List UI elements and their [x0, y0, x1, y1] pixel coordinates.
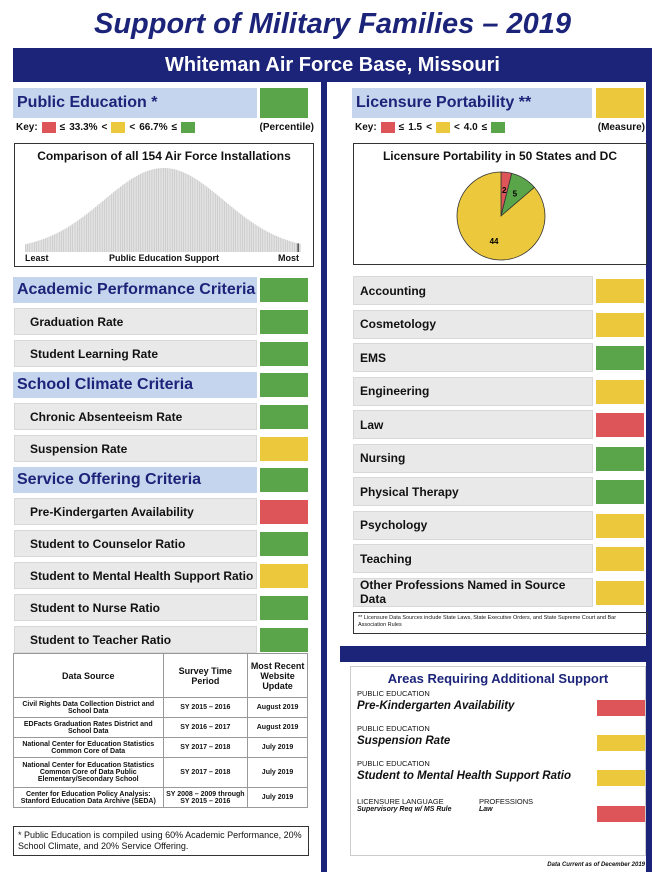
histogram-bar	[249, 221, 250, 252]
key-yellow-swatch	[111, 122, 125, 133]
key-yellow-swatch	[436, 122, 450, 133]
histogram-bar	[229, 205, 230, 252]
histogram-bar	[100, 203, 101, 252]
histogram-bar	[47, 238, 48, 252]
histogram-bar	[75, 222, 76, 252]
licensure-note: ** Licensure Data Sources include State Laws, State Executive Orders, and State Supreme Court and Bar Association Rules	[358, 615, 617, 628]
area-rating	[597, 770, 645, 786]
table-cell: July 2019	[248, 738, 308, 758]
histogram-bar	[63, 230, 64, 252]
table-cell: Civil Rights Data Collection District and School Data	[14, 698, 164, 718]
histogram-bar	[240, 214, 241, 252]
histogram-bar	[206, 187, 207, 252]
profession-rating	[596, 581, 644, 605]
profession-item: Nursing	[353, 444, 593, 473]
table-row	[14, 788, 308, 808]
histogram-bar	[186, 174, 187, 252]
criteria-rating	[260, 373, 308, 397]
installation-banner: Whiteman Air Force Base, Missouri	[13, 48, 652, 82]
histogram-bar	[54, 234, 55, 252]
sources-table	[13, 653, 308, 808]
histogram-bar	[82, 217, 83, 252]
histogram-bar	[113, 192, 114, 252]
pie-label: 44	[489, 237, 499, 247]
histogram-bar	[220, 198, 221, 252]
histogram-bar	[165, 168, 166, 252]
criteria-header: Service Offering Criteria	[13, 467, 257, 493]
criteria-item: Student to Teacher Ratio	[14, 626, 257, 653]
criteria-item-rating	[260, 310, 308, 334]
histogram-bar	[116, 189, 117, 252]
histogram-bar	[136, 176, 137, 252]
table-cell: Center for Education Policy Analysis: Stanford Education Data Archive (SEDA)	[14, 788, 164, 808]
comparison-title: Comparison of all 154 Air Force Installations	[37, 149, 291, 163]
criteria-item: Student to Counselor Ratio	[14, 530, 257, 557]
public-education-rating	[260, 88, 308, 118]
profession-item: Cosmetology	[353, 310, 593, 339]
licensure-title: Licensure Portability **	[356, 94, 532, 111]
histogram-bar	[285, 240, 286, 252]
table-cell: SY 2017 – 2018	[163, 738, 248, 758]
profession-rating	[596, 447, 644, 471]
histogram-bar	[176, 170, 177, 252]
histogram-bar	[25, 244, 26, 252]
table-cell: National Center for Education Statistics Common Core of Data Public Elementary/Secondary School	[14, 758, 164, 788]
criteria-item-rating	[260, 532, 308, 556]
histogram-bar	[228, 204, 229, 252]
histogram-bar	[98, 204, 99, 252]
profession-rating	[596, 480, 644, 504]
histogram-bar	[159, 168, 160, 252]
histogram-bar	[107, 197, 108, 252]
histogram-bar	[68, 227, 69, 252]
histogram-bar	[233, 208, 234, 252]
lic-lang-label: LICENSURE LANGUAGE	[357, 797, 444, 806]
histogram-bar	[245, 218, 246, 252]
histogram-bar	[201, 183, 202, 252]
histogram-bar	[88, 213, 89, 252]
criteria-rating	[260, 468, 308, 492]
histogram-bar	[39, 240, 40, 252]
table-cell: August 2019	[248, 718, 308, 738]
key-green-swatch	[491, 122, 505, 133]
criteria-header: School Climate Criteria	[13, 372, 257, 398]
histogram-bar	[43, 239, 44, 252]
criteria-item-rating	[260, 628, 308, 652]
profession-item: EMS	[353, 343, 593, 372]
histogram-bar	[93, 208, 94, 252]
profession-rating	[596, 380, 644, 404]
key-green-swatch	[181, 122, 195, 133]
histogram-bar	[290, 241, 291, 252]
histogram-bar	[256, 225, 257, 252]
page-title: Support of Military Families – 2019	[93, 8, 572, 40]
profession-item: Engineering	[353, 377, 593, 406]
table-header: Data Source	[14, 654, 164, 698]
table-row	[14, 718, 308, 738]
histogram-bar	[91, 210, 92, 252]
profession-rating	[596, 413, 644, 437]
criteria-item-rating	[260, 596, 308, 620]
histogram-bar	[267, 232, 268, 252]
histogram-bar	[127, 181, 128, 252]
licensure-note-box	[353, 612, 648, 634]
histogram-bar	[208, 188, 209, 252]
area-rating	[597, 735, 645, 751]
criteria-item: Pre-Kindergarten Availability	[14, 498, 257, 525]
histogram-bar	[271, 234, 272, 252]
histogram-bar	[172, 169, 173, 252]
key-red-swatch	[381, 122, 395, 133]
profession-rating	[596, 346, 644, 370]
public-education-header	[13, 88, 257, 118]
histogram-bar	[274, 235, 275, 252]
histogram-bar	[154, 169, 155, 252]
histogram-bar	[168, 168, 169, 252]
histogram-bar	[106, 198, 107, 252]
histogram-bar	[140, 174, 141, 252]
criteria-item: Student to Mental Health Support Ratio	[14, 562, 257, 589]
histogram-bar	[97, 205, 98, 252]
public-education-key: Key: ≤ 33.3% < < 66.7% ≤ (Percentile)	[16, 122, 314, 133]
criteria-item-rating	[260, 342, 308, 366]
area-category: PUBLIC EDUCATION	[357, 689, 430, 698]
histogram-bar	[57, 233, 58, 252]
histogram-bar	[150, 170, 151, 252]
criteria-item: Graduation Rate	[14, 308, 257, 335]
histogram-bar	[109, 195, 110, 252]
public-education-title: Public Education *	[17, 94, 158, 111]
histogram-bar	[161, 168, 162, 252]
criteria-item-rating	[260, 437, 308, 461]
footnote-box	[13, 826, 309, 856]
histogram-bar	[124, 184, 125, 252]
criteria-item: Student to Nurse Ratio	[14, 594, 257, 621]
histogram-bar	[278, 237, 279, 252]
histogram-bar	[288, 241, 289, 252]
table-cell: August 2019	[248, 698, 308, 718]
histogram-bar	[283, 239, 284, 252]
histogram-bar	[272, 234, 273, 252]
histogram-bar	[50, 236, 51, 252]
lic-lang-value: Supervisory Req w/ MS Rule	[357, 806, 452, 813]
table-row	[14, 758, 308, 788]
histogram-bar	[167, 168, 168, 252]
profession-rating	[596, 313, 644, 337]
histogram-bar	[183, 172, 184, 252]
histogram-bar	[190, 176, 191, 252]
histogram-bar	[72, 224, 73, 252]
distribution-chart	[15, 166, 313, 256]
histogram-bar	[242, 215, 243, 252]
profession-item: Psychology	[353, 511, 593, 540]
sources-table-wrap	[13, 653, 308, 808]
histogram-bar	[134, 177, 135, 252]
histogram-bar	[86, 214, 87, 252]
histogram-bar	[38, 241, 39, 252]
histogram-bar	[281, 238, 282, 252]
histogram-bar	[224, 201, 225, 252]
axis-most-label: Most	[278, 253, 299, 263]
histogram-bar	[70, 225, 71, 252]
pie-label: 5	[512, 189, 518, 199]
histogram-bar	[215, 194, 216, 252]
table-cell: July 2019	[248, 788, 308, 808]
pie-chart	[354, 164, 648, 264]
histogram-bar	[202, 184, 203, 252]
criteria-item-rating	[260, 500, 308, 524]
licensure-key: Key: ≤ 1.5 < < 4.0 ≤ (Measure)	[355, 122, 645, 133]
histogram-bar	[133, 178, 134, 252]
histogram-bar	[141, 173, 142, 252]
histogram-bar	[238, 213, 239, 252]
histogram-bar	[32, 242, 33, 252]
histogram-bar	[263, 230, 264, 252]
histogram-bar	[84, 215, 85, 252]
histogram-bar	[219, 197, 220, 252]
profession-item: Physical Therapy	[353, 477, 593, 506]
histogram-bar	[265, 231, 266, 252]
area-rating	[597, 700, 645, 716]
histogram-bar	[299, 244, 300, 252]
axis-least-label: Least	[25, 253, 49, 263]
licensure-header	[352, 88, 592, 118]
histogram-bar	[145, 172, 146, 252]
criteria-item-rating	[260, 564, 308, 588]
table-cell: SY 2015 – 2016	[163, 698, 248, 718]
pie-box	[353, 143, 647, 265]
table-header: Survey Time Period	[163, 654, 248, 698]
pie-title: Licensure Portability in 50 States and DC	[382, 149, 618, 163]
histogram-bar	[77, 221, 78, 252]
histogram-bar	[122, 185, 123, 252]
histogram-bar	[211, 191, 212, 252]
histogram-bar	[287, 240, 288, 252]
key-red-swatch	[42, 122, 56, 133]
histogram-bar	[296, 243, 297, 252]
histogram-bar	[55, 234, 56, 252]
histogram-bar	[129, 180, 130, 252]
criteria-item: Student Learning Rate	[14, 340, 257, 367]
histogram-bar	[181, 172, 182, 252]
histogram-bar	[251, 222, 252, 252]
profession-item: Law	[353, 410, 593, 439]
histogram-bar	[158, 168, 159, 252]
criteria-item: Suspension Rate	[14, 435, 257, 462]
histogram-bar	[204, 185, 205, 252]
histogram-bar	[258, 227, 259, 252]
histogram-bar	[297, 243, 298, 252]
professions-label: PROFESSIONS	[479, 797, 534, 806]
table-cell: EDFacts Graduation Rates District and School Data	[14, 718, 164, 738]
histogram-bar	[30, 243, 31, 252]
area-category: PUBLIC EDUCATION	[357, 724, 430, 733]
histogram-bar	[174, 169, 175, 252]
histogram-bar	[152, 169, 153, 252]
histogram-bar	[279, 238, 280, 252]
histogram-bar	[197, 180, 198, 252]
histogram-bar	[29, 243, 30, 252]
histogram-bar	[115, 191, 116, 252]
histogram-bar	[66, 228, 67, 252]
histogram-bar	[59, 232, 60, 252]
criteria-item: Chronic Absenteeism Rate	[14, 403, 257, 430]
histogram-bar	[262, 229, 263, 252]
histogram-bar	[156, 169, 157, 252]
histogram-bar	[188, 175, 189, 252]
histogram-bar	[195, 179, 196, 252]
histogram-bar	[163, 168, 164, 252]
area-category: PUBLIC EDUCATION	[357, 759, 430, 768]
pie-label: 2	[502, 185, 507, 195]
histogram-bar	[236, 211, 237, 252]
lic-rating	[597, 806, 645, 822]
table-cell: SY 2017 – 2018	[163, 758, 248, 788]
histogram-bar	[64, 229, 65, 252]
table-cell: National Center for Education Statistics Common Core of Data	[14, 738, 164, 758]
histogram-bar	[147, 171, 148, 252]
table-cell: SY 2016 – 2017	[163, 718, 248, 738]
histogram-bar	[131, 179, 132, 252]
histogram-bar	[118, 188, 119, 252]
histogram-bar	[102, 201, 103, 252]
histogram-bar	[52, 235, 53, 252]
profession-rating	[596, 279, 644, 303]
licensure-rating	[596, 88, 644, 118]
table-row	[14, 698, 308, 718]
histogram-bar	[125, 183, 126, 252]
profession-rating	[596, 547, 644, 571]
histogram-bar	[90, 211, 91, 252]
histogram-bar	[48, 237, 49, 252]
histogram-bar	[244, 217, 245, 252]
histogram-bar	[222, 200, 223, 252]
histogram-bar	[226, 203, 227, 252]
histogram-bar	[104, 200, 105, 252]
histogram-bar	[61, 231, 62, 252]
histogram-bar	[254, 224, 255, 252]
histogram-bar	[149, 170, 150, 252]
histogram-bar	[79, 219, 80, 252]
profession-item: Teaching	[353, 544, 593, 573]
histogram-bar	[111, 194, 112, 252]
data-current: Data Current as of December 2019	[547, 862, 645, 868]
histogram-bar	[217, 195, 218, 252]
histogram-bar	[177, 170, 178, 252]
table-cell: July 2019	[248, 758, 308, 788]
histogram-bar	[292, 242, 293, 252]
area-label: Suspension Rate	[357, 735, 451, 747]
histogram-bar	[36, 241, 37, 252]
histogram-bar	[41, 240, 42, 252]
histogram-bar	[120, 187, 121, 252]
histogram-bar	[247, 219, 248, 252]
histogram-bar	[269, 233, 270, 252]
histogram-bar	[73, 223, 74, 252]
criteria-rating	[260, 278, 308, 302]
histogram-bar	[213, 192, 214, 252]
histogram-bar	[27, 244, 28, 252]
table-cell: SY 2008 – 2009 through SY 2015 – 2016	[163, 788, 248, 808]
histogram-bar	[95, 207, 96, 252]
histogram-bar	[294, 242, 295, 252]
criteria-item-rating	[260, 405, 308, 429]
footnote-text: * Public Education is compiled using 60% Academic Performance, 20% School Climate, and 20% Service Offering.	[18, 830, 302, 851]
histogram-bar	[253, 223, 254, 252]
histogram-bar	[210, 189, 211, 252]
areas-divider	[340, 646, 652, 662]
area-label: Student to Mental Health Support Ratio	[357, 770, 572, 782]
professions-value: Law	[479, 806, 493, 813]
criteria-header: Academic Performance Criteria	[13, 277, 257, 303]
profession-rating	[596, 514, 644, 538]
table-header: Most Recent Website Update	[248, 654, 308, 698]
histogram-bar	[199, 181, 200, 252]
axis-mid-label: Public Education Support	[109, 253, 219, 263]
histogram-bar	[81, 218, 82, 252]
histogram-bar	[45, 238, 46, 252]
areas-box	[350, 666, 646, 856]
histogram-bar	[193, 178, 194, 252]
histogram-bar	[235, 210, 236, 252]
histogram-bar	[276, 236, 277, 252]
profession-item: Other Professions Named in Source Data	[353, 578, 593, 607]
profession-item: Accounting	[353, 276, 593, 305]
histogram-bar	[192, 177, 193, 252]
histogram-bar	[34, 242, 35, 252]
histogram-bar	[138, 175, 139, 252]
areas-title: Areas Requiring Additional Support	[387, 671, 609, 686]
histogram-bar	[179, 171, 180, 252]
histogram-bar	[170, 169, 171, 252]
histogram-bar	[143, 172, 144, 252]
histogram-bar	[231, 207, 232, 252]
comparison-box	[14, 143, 314, 267]
area-label: Pre-Kindergarten Availability	[357, 700, 515, 712]
histogram-bar	[260, 228, 261, 252]
histogram-bar	[185, 173, 186, 252]
table-row	[14, 738, 308, 758]
left-divider	[321, 82, 327, 872]
